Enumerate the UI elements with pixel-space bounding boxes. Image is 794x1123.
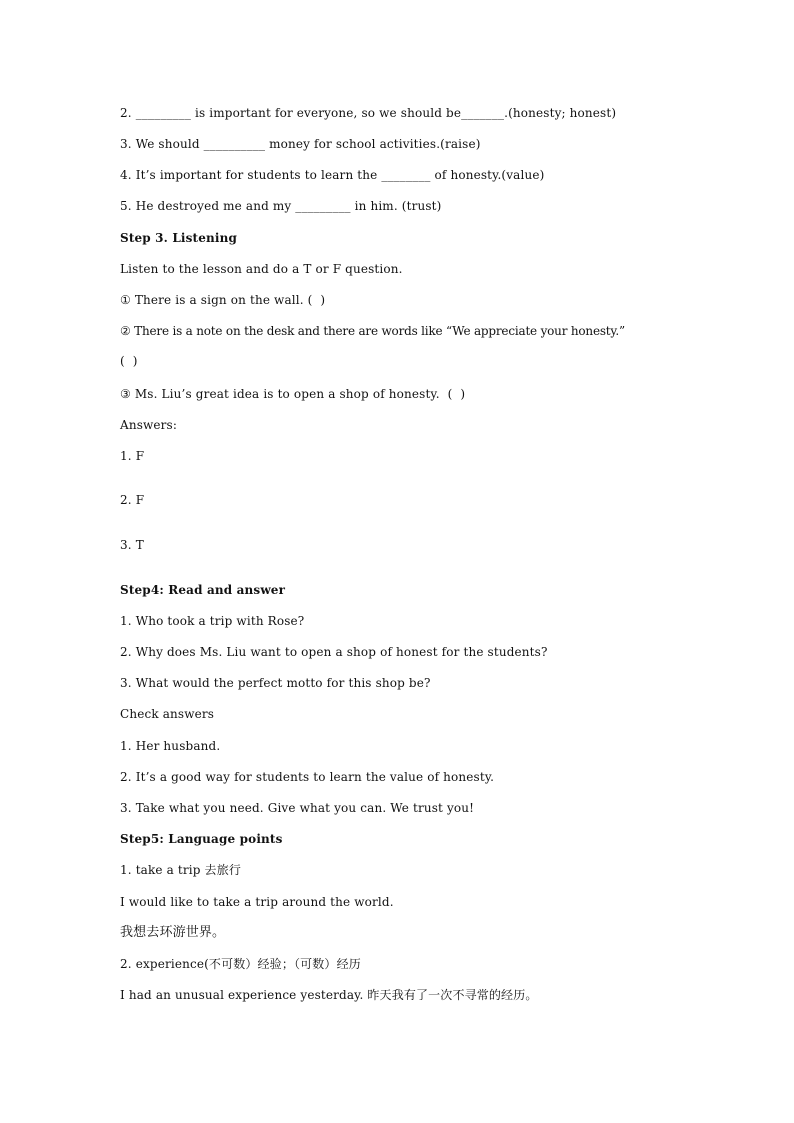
- reading-answer-1: 1. Her husband.: [120, 739, 221, 753]
- check-answers-label: Check answers: [120, 707, 215, 721]
- language-point-1: 1. take a trip 去旅行: [120, 863, 241, 877]
- reading-answer-3: 3. Take what you need. Give what you can. We trust you!: [120, 801, 475, 815]
- reading-question-3: 3. What would the perfect motto for this shop be?: [120, 676, 431, 690]
- reading-answer-2: 2. It’s a good way for students to learn the value of honesty.: [120, 770, 495, 784]
- reading-question-2: 2. Why does Ms. Liu want to open a shop of honest for the students?: [120, 645, 548, 659]
- reading-question-1: 1. Who took a trip with Rose?: [120, 614, 305, 628]
- listening-answer-3: 3. T: [120, 538, 144, 552]
- step5-heading: Step5: Language points: [120, 832, 283, 846]
- example-sentence-2: I had an unusual experience yesterday. 昨天我有了一次不寻常的经历。: [120, 988, 538, 1002]
- vocab-item-3: 3. We should __________ money for school activities.(raise): [120, 137, 481, 151]
- step4-heading: Step4: Read and answer: [120, 583, 286, 597]
- listening-question-2-paren: ( ): [120, 354, 138, 368]
- listening-question-3: ③ Ms. Liu’s great idea is to open a shop of honesty. ( ): [120, 387, 466, 401]
- step3-instruction: Listen to the lesson and do a T or F question.: [120, 262, 403, 276]
- listening-question-2: ② There is a note on the desk and there are words like “We appreciate your honesty.”: [120, 324, 625, 338]
- listening-answer-2: 2. F: [120, 493, 145, 507]
- example-sentence-1: I would like to take a trip around the world.: [120, 895, 394, 909]
- answers-label: Answers:: [120, 418, 178, 432]
- listening-answer-1: 1. F: [120, 449, 145, 463]
- vocab-item-2: 2. _________ is important for everyone, so we should be_______.(honesty; honest): [120, 106, 617, 120]
- listening-question-1: ① There is a sign on the wall. ( ): [120, 293, 326, 307]
- vocab-item-5: 5. He destroyed me and my _________ in him. (trust): [120, 199, 442, 213]
- language-point-2: 2. experience(不可数）经验；（可数）经历: [120, 957, 361, 971]
- example-translation-1: 我想去环游世界。: [120, 925, 226, 940]
- step3-heading: Step 3. Listening: [120, 231, 237, 245]
- vocab-item-4: 4. It’s important for students to learn the ________ of honesty.(value): [120, 168, 545, 182]
